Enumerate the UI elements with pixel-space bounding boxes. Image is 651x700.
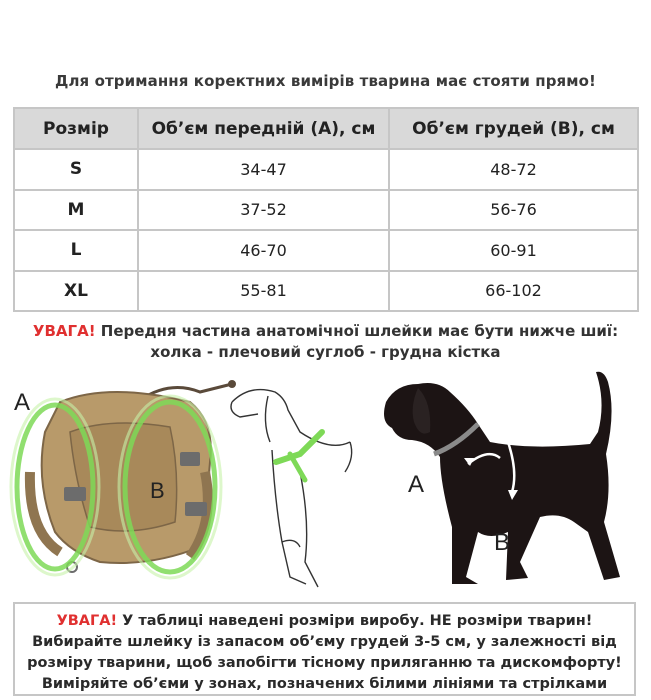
table-header-row — [14, 108, 638, 149]
fit-warning-line1 — [0, 321, 651, 342]
front-volume-cell: 34-47 — [138, 149, 389, 190]
dog-sketch-icon — [231, 390, 352, 587]
note-line3: розміру тварини, щоб запобігти тісному приляганню та дискомфорту! — [27, 655, 622, 671]
table-row — [14, 230, 638, 271]
note-line2: Вибирайте шлейку із запасом об’єму грудей 3-5 см, у залежності від — [32, 634, 617, 650]
chest-volume-cell: 66-102 — [389, 271, 638, 312]
note-line1-text: У таблиці наведені розміри виробу. НЕ розміри тварин! — [122, 613, 593, 629]
measurement-intro: Для отримання коректних вимірів тварина має стояти прямо! — [55, 72, 596, 90]
harness-label-b: B — [150, 478, 165, 503]
fit-warning-line2: холка - плечовий суглоб - грудна кістка — [150, 343, 501, 361]
chest-volume-cell: 56-76 — [389, 190, 638, 231]
table-row — [14, 271, 638, 312]
size-cell: XL — [14, 271, 138, 312]
fit-warning — [0, 321, 651, 363]
chest-volume-cell: 60-91 — [389, 230, 638, 271]
front-volume-cell: 46-70 — [138, 230, 389, 271]
warning-label: УВАГА! — [32, 322, 96, 340]
measurement-illustration — [0, 362, 651, 600]
front-volume-cell: 55-81 — [138, 271, 389, 312]
table-row — [14, 149, 638, 190]
note-warning-label: УВАГА! — [56, 613, 118, 629]
note-line4: Виміряйте об’єми у зонах, позначених білими лініями та стрілками — [41, 676, 608, 692]
chest-volume-cell: 48-72 — [389, 149, 638, 190]
size-table — [13, 107, 639, 312]
size-cell: L — [14, 230, 138, 271]
header-front-volume: Об’єм передній (А), см — [138, 108, 389, 149]
size-cell: S — [14, 149, 138, 190]
dog-label-a: A — [408, 471, 425, 498]
dog-label-b: B — [494, 529, 511, 556]
table-row — [14, 190, 638, 231]
harness-label-a: A — [14, 389, 31, 416]
size-cell: M — [14, 190, 138, 231]
note-line1 — [15, 611, 634, 632]
sketch-harness-strap — [276, 432, 322, 462]
size-note-box — [13, 602, 636, 696]
fit-warning-text: Передня частина анатомічної шлейки має бути нижче шиї: — [100, 322, 619, 340]
header-size: Розмір — [14, 108, 138, 149]
harness-illustration — [11, 380, 236, 578]
front-volume-cell: 37-52 — [138, 190, 389, 231]
header-chest-volume: Об’єм грудей (В), см — [389, 108, 638, 149]
